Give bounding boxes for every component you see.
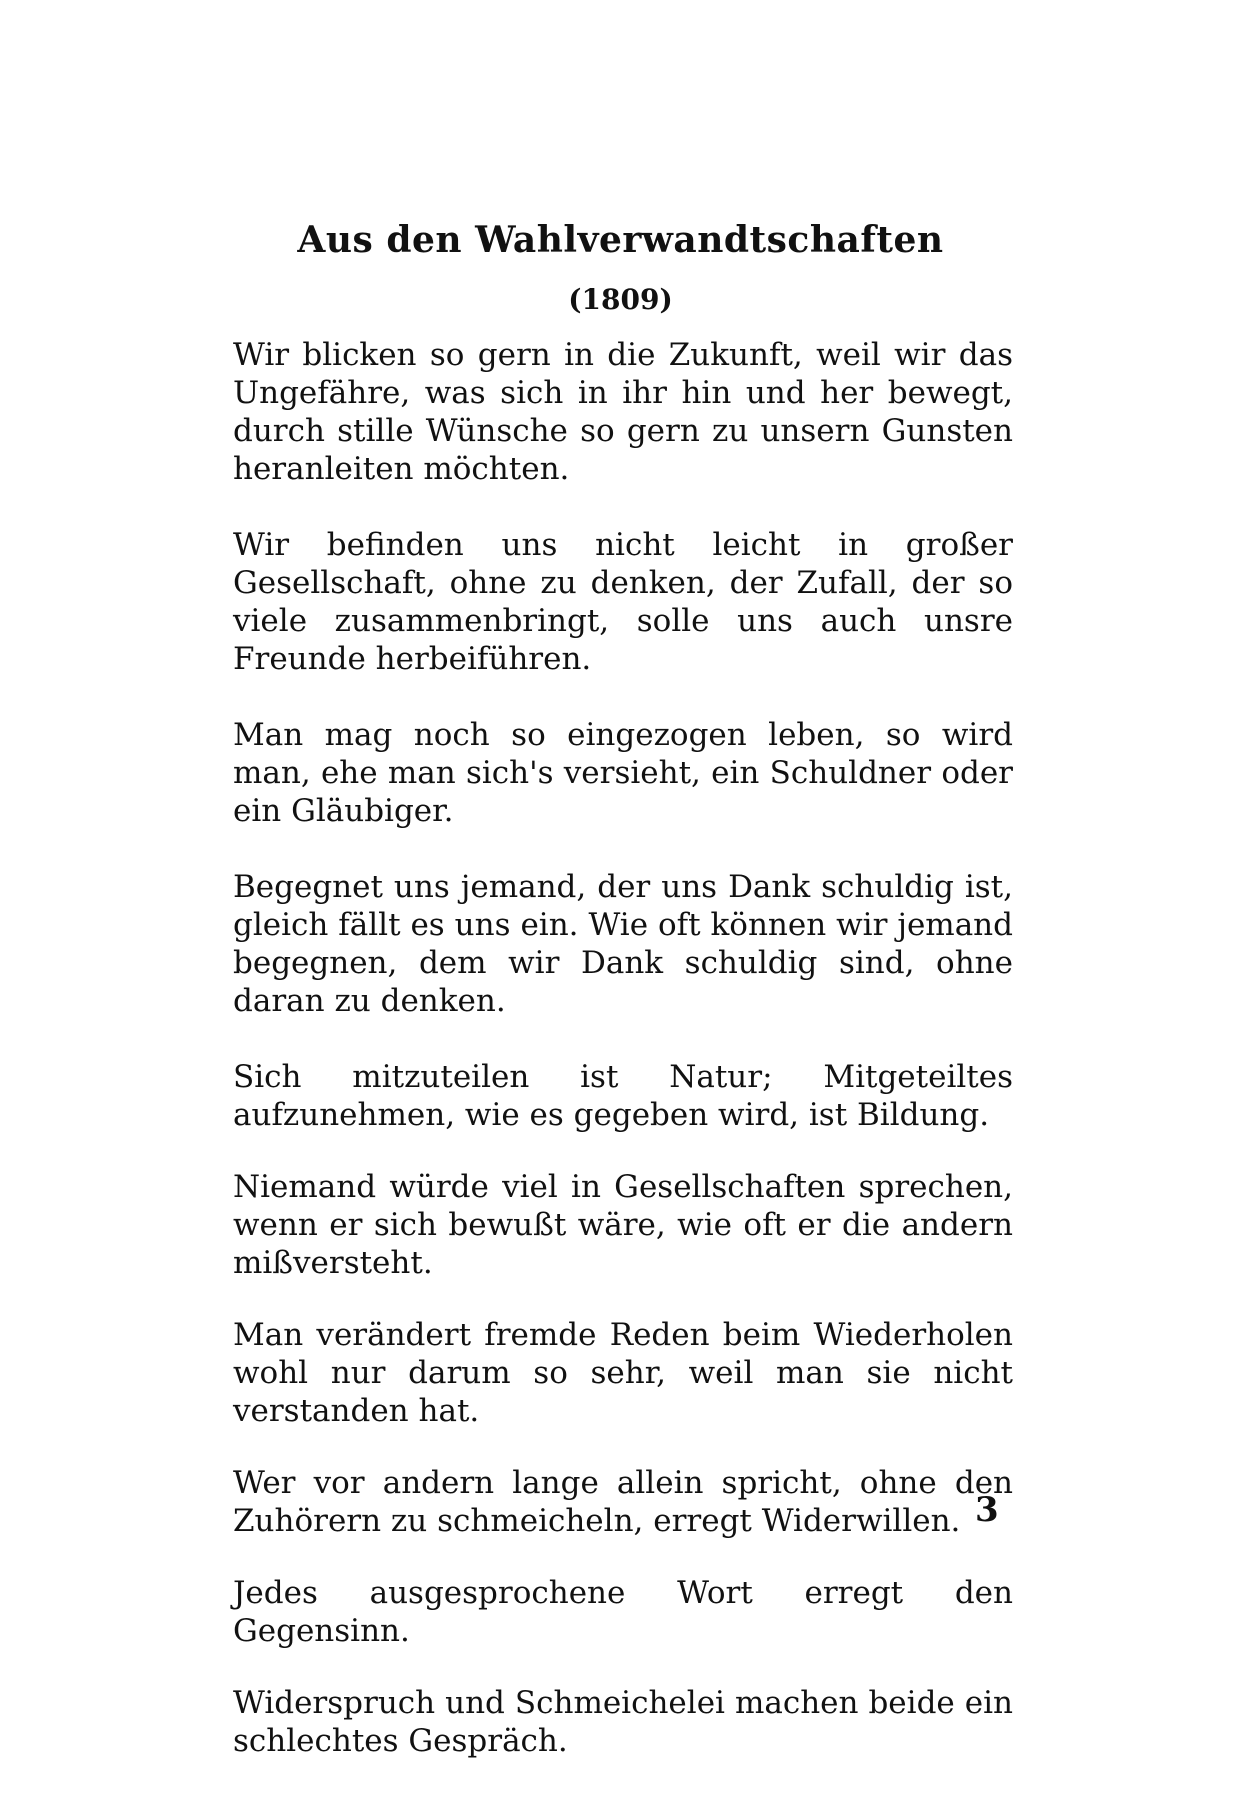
aphorism-2: Wir befinden uns nicht leicht in großer Gesellschaft, ohne zu denken, der Zufall, der so viele zusammenbringt, solle uns auch unsre Freunde herbeiführen. — [233, 527, 1013, 677]
aphorism-7: Man verändert fremde Reden beim Wiederholen wohl nur darum so sehr, weil man sie nicht verstanden hat. — [233, 1317, 1013, 1429]
aphorism-list — [233, 336, 1013, 1794]
aphorism-4: Begegnet uns jemand, der uns Dank schuldig ist, gleich fällt es uns ein. Wie oft können wir jemand begegnen, dem wir Dank schuldig sind, ohne daran zu denken. — [233, 869, 1013, 1019]
aphorism-3: Man mag noch so eingezogen leben, so wird man, ehe man sich's versieht, ein Schuldner oder ein Gläubiger. — [233, 717, 1013, 829]
aphorism-6: Niemand würde viel in Gesellschaften sprechen, wenn er sich bewußt wäre, wie oft er die andern mißversteht. — [233, 1169, 1013, 1281]
page-title: Aus den Wahlverwandtschaften — [297, 219, 944, 261]
page-number: 3 — [975, 1490, 999, 1530]
aphorism-5: Sich mitzuteilen ist Natur; Mitgeteiltes aufzunehmen, wie es gegeben wird, ist Bildung. — [233, 1059, 1013, 1133]
aphorism-8: Wer vor andern lange allein spricht, ohne den Zuhörern zu schmeicheln, erregt Widerwillen. — [233, 1465, 1013, 1539]
aphorism-1: Wir blicken so gern in die Zukunft, weil wir das Ungefähre, was sich in ihr hin und her bewegt, durch stille Wünsche so gern zu unsern Gunsten heranleiten möchten. — [233, 337, 1013, 487]
aphorism-10: Widerspruch und Schmeichelei machen beide ein schlechtes Gespräch. — [233, 1685, 1013, 1759]
publication-year: (1809) — [568, 283, 673, 316]
aphorism-9: Jedes ausgesprochene Wort erregt den Gegensinn. — [233, 1575, 1013, 1649]
